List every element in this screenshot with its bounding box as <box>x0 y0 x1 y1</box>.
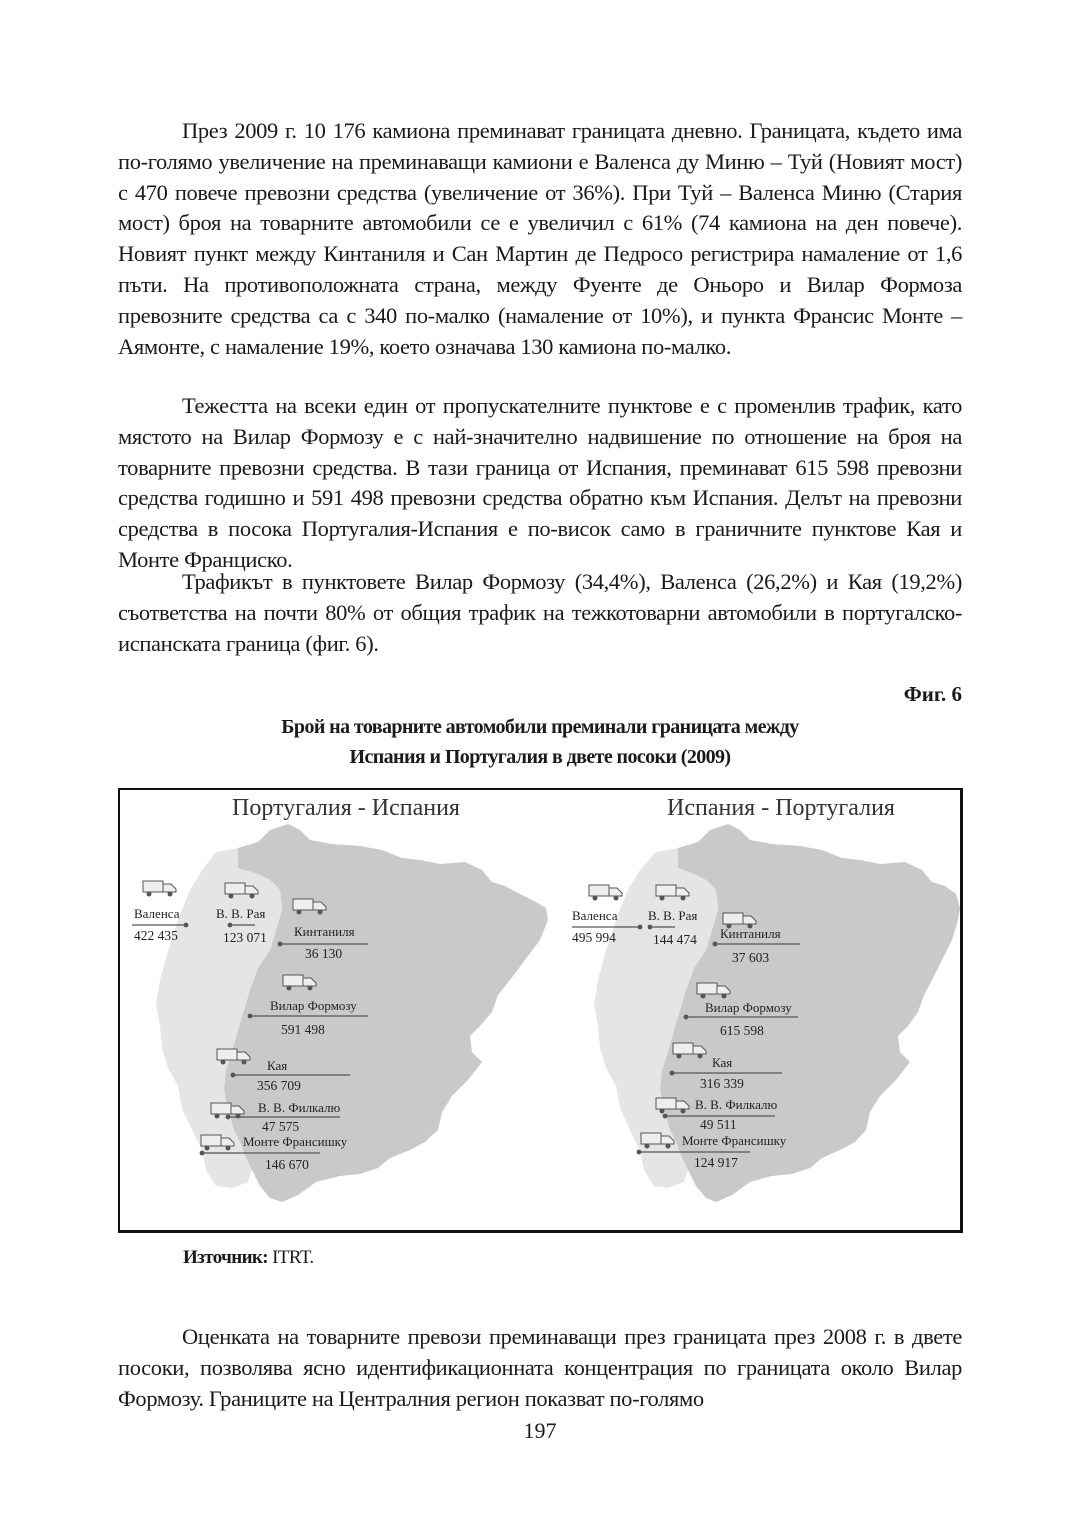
right-map-title: Испания - Португалия <box>667 795 895 821</box>
left-map-title: Португалия - Испания <box>232 795 460 821</box>
paragraph-1 <box>118 116 962 362</box>
truck-icon <box>142 878 178 898</box>
page-number: 197 <box>523 1418 557 1443</box>
right-point-name: Валенса <box>572 908 618 923</box>
left-point-name: Кинтаниля <box>294 924 355 939</box>
left-point-value: 36 130 <box>305 946 343 961</box>
truck-icon <box>200 1132 236 1152</box>
paragraph-1-text: През 2009 г. 10 176 камиона преминават границата дневно. Границата, където има по-голямо увеличение на преминаващи камиони е Валенса ду Миню – Туй (Новият мост) с 470 повече превозни средства (увеличение от 36%). При Туй – Валенса Миню (Стария мост) броя на товарните автомобили се е увеличил с 61% (74 камиона на ден повече). Новият пункт между Кинтаниля и Сан Мартин де Педросо регистрира намаление от 1,6 пъти. На противоположната страна, между Фуенте де Оньоро и Вилар Формоза превозните средства са с 340 по-малко (намаление от 10%), и пункта Франсис Монте – Аямонте, с намаление 19%, което означава 130 камиона по-малко. <box>118 118 962 359</box>
left-point-name: Вилар Формозу <box>270 998 357 1013</box>
right-point-value: 49 511 <box>700 1117 737 1132</box>
figure-title <box>118 712 962 772</box>
figure-title-line-1: Брой на товарните автомобили преминали границата между <box>281 716 799 738</box>
truck-icon <box>672 1040 708 1060</box>
truck-icon <box>216 1046 252 1066</box>
truck-icon <box>282 972 318 992</box>
paragraph-3-text: Трафикът в пунктовете Вилар Формозу (34,4%), Валенса (26,2%) и Кая (19,2%) съответства на почти 80% от общия трафик на тежкотоварни автомобили в португалско-испанската граница (фиг. 6). <box>118 569 962 656</box>
figure-label: Фиг. 6 <box>903 682 962 706</box>
right-point-name: В. В. Рая <box>648 908 698 923</box>
left-point-value: 356 709 <box>257 1078 301 1093</box>
truck-icon <box>640 1130 676 1150</box>
figure-frame <box>118 788 963 1233</box>
paragraph-4-text: Оценката на товарните превози преминаващи през границата през 2008 г. в двете посоки, позволява ясно идентификационната концентрация по границата около Вилар Формозу. Границите на Централния регион показват по-голямо <box>118 1324 962 1411</box>
truck-icon <box>292 896 328 916</box>
figure-source <box>183 1247 314 1269</box>
right-point-value: 124 917 <box>694 1155 738 1170</box>
right-point-value: 144 474 <box>653 932 697 947</box>
left-point-name: Монте Франсишку <box>243 1134 348 1149</box>
truck-icon <box>655 882 691 902</box>
right-point-name: Вилар Формозу <box>705 1000 792 1015</box>
truck-icon <box>224 880 260 900</box>
left-point-name: Кая <box>267 1058 288 1073</box>
right-point-name: Кинтаниля <box>720 926 781 941</box>
left-point-name: Валенса <box>134 906 180 921</box>
truck-icon <box>655 1095 691 1115</box>
right-point-name: Монте Франсишку <box>682 1133 787 1148</box>
left-point-name: В. В. Филкалю <box>258 1100 341 1115</box>
source-label: Източник: <box>183 1247 268 1268</box>
right-point-value: 495 994 <box>572 930 616 945</box>
right-point-value: 615 598 <box>720 1023 764 1038</box>
truck-icon <box>210 1100 246 1120</box>
truck-icon <box>696 980 732 1000</box>
paragraph-3 <box>118 567 962 659</box>
iberia-maps <box>120 790 960 1230</box>
right-point-value: 37 603 <box>732 950 770 965</box>
paragraph-2 <box>118 391 962 576</box>
left-point-name: В. В. Рая <box>216 906 266 921</box>
right-point-name: В. В. Филкалю <box>695 1097 778 1112</box>
figure-title-line-2: Испания и Португалия в двете посоки (2009) <box>349 746 731 768</box>
paragraph-4 <box>118 1322 962 1414</box>
left-point-value: 123 071 <box>223 930 267 945</box>
source-value: ITRT. <box>272 1247 314 1268</box>
right-point-value: 316 339 <box>700 1076 744 1091</box>
left-point-value: 146 670 <box>265 1157 309 1172</box>
left-point-value: 591 498 <box>281 1022 325 1037</box>
paragraph-2-text: Тежестта на всеки един от пропускателните пунктове е с променлив трафик, като мястото на Вилар Формозу е с най-значително надвишение по отношение на броя на товарните превозни средства. В тази граница от Испания, преминават 615 598 превозни средства годишно и 591 498 превозни средства обратно към Испания. Делът на превозни средства в посока Португалия-Испания е по-висок само в граничните пунктове Кая и Монте Франциско. <box>118 393 962 572</box>
truck-icon <box>588 882 624 902</box>
left-point-value: 422 435 <box>134 928 178 943</box>
left-point-value: 47 575 <box>262 1119 300 1134</box>
right-point-name: Кая <box>712 1055 733 1070</box>
